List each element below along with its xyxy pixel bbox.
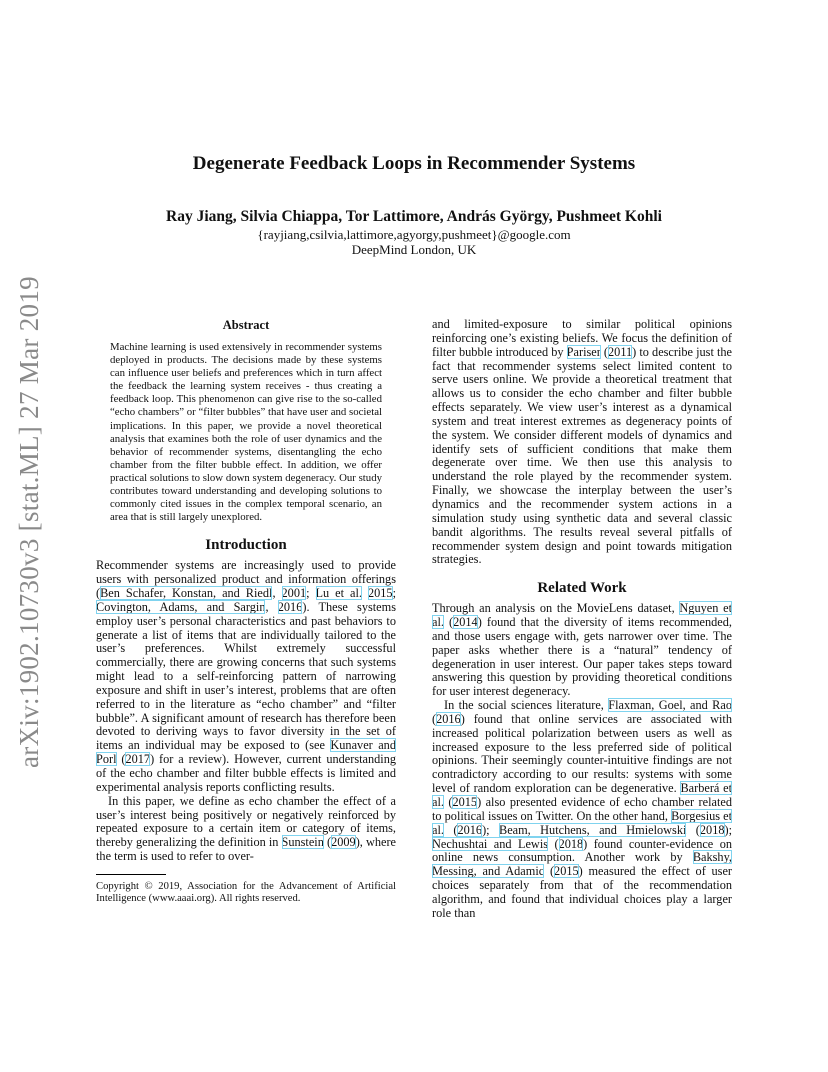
arxiv-identifier: arXiv:1902.10730v3 [stat.ML] 27 Mar 2019: [14, 276, 44, 768]
text-run: (: [548, 836, 559, 851]
intro-paragraph-2: [96, 795, 396, 864]
citation-link[interactable]: 2018: [558, 836, 584, 851]
text-run: Recommender systems are increasingly used to provide users with personalized product and information offerings (: [96, 558, 396, 600]
footnote-rule: [96, 874, 166, 875]
citation-link[interactable]: Flaxman, Goel, and Rao: [608, 698, 732, 713]
text-run: ) to describe just the fact that recommender systems select limited content to serve users online. We provide a theoretical treatment that allows us to consider the echo chamber and filter bubble effects separately. We view user’s interest as a dynamical system and treat interest extremes as degeneracy points of the system. We consider different models of dynamics and identify sets of sufficient conditions that make them degenerate over time. We then use this analysis to understand the role played by the recommender system. Finally, we showcase the interplay between the user’s dynamics and the recommender system actions in a simulation study using synthetic data and several classic bandit algorithms. The results reveal several pitfalls of recommender system design and point towards mitigation strategies.: [432, 344, 733, 567]
text-run: ;: [306, 586, 316, 600]
text-run: Through an analysis on the MovieLens dataset,: [432, 601, 680, 616]
citation-link[interactable]: Nguyen et al.: [432, 601, 732, 630]
text-run: (: [323, 835, 332, 850]
copyright-footnote: Copyright © 2019, Association for the Advancement of Artificial Intelligence (www.aaai.org). All rights reserved.: [96, 880, 396, 905]
text-run: (: [432, 711, 437, 726]
citation-link[interactable]: 2016: [436, 711, 461, 726]
citation-link[interactable]: 2015: [367, 586, 393, 600]
citation-link[interactable]: 2015: [452, 795, 478, 809]
text-run: (: [443, 795, 453, 809]
abstract-text: Machine learning is used extensively in recommender systems deployed in products. The decisions made by these systems can influence user beliefs and preferences which in turn affect the feedback the learning system receives - thus creating a feedback loop. This phenomenon can give rise to the so-called “echo chambers” or “filter bubbles” that have user and societal implications. In this paper, we provide a novel theoretical analysis that examines both the role of user dynamics and the behavior of recommender systems, disentangling the echo chamber from the filter bubble effect. In addition, we offer practical solutions to slow down system degeneracy. Our study contributes toward understanding and developing solutions to commonly cited issues in the complex temporal scenario, an area that is still largely unexplored.: [110, 341, 382, 524]
citation-link[interactable]: 2016: [457, 822, 483, 837]
text-run: (: [116, 752, 126, 767]
text-run: );: [724, 822, 733, 837]
citation-link[interactable]: 2018: [699, 822, 725, 837]
citation-link[interactable]: Pariser: [566, 344, 601, 359]
abstract-heading: Abstract: [222, 318, 270, 332]
citation-link[interactable]: 2015: [554, 864, 579, 879]
text-run: );: [482, 822, 499, 837]
citation-link[interactable]: 2009: [331, 835, 356, 850]
text-run: ) for a review). However, current understanding of the echo chamber and filter bubble effects is limited and experimental analysis reports conflicting results.: [96, 752, 396, 794]
text-run: ;: [392, 586, 396, 600]
text-run: ) found counter-evidence on online news consumption. Another work by: [432, 836, 733, 865]
related-paragraph-2: [432, 699, 732, 921]
intro-paragraph-continued: [432, 318, 732, 567]
citation-link[interactable]: 2017: [125, 752, 151, 767]
citation-link[interactable]: Covington, Adams, and Sargin: [96, 599, 266, 614]
citation-link[interactable]: Borgesius et al.: [432, 808, 732, 837]
citation-link[interactable]: Sunstein: [281, 835, 324, 850]
citation-link[interactable]: 2016: [277, 599, 303, 614]
author-list: Ray Jiang, Silvia Chiappa, Tor Lattimore, András György, Pushmeet Kohli: [166, 208, 662, 225]
introduction-heading: Introduction: [205, 537, 287, 554]
citation-link[interactable]: 2011: [608, 344, 633, 359]
text-run: In the social sciences literature,: [444, 698, 609, 713]
text-run: ), where the term is used to refer to over-: [96, 835, 396, 864]
citation-link[interactable]: Kunaver and Porl: [96, 738, 396, 767]
citation-link[interactable]: 2014: [453, 615, 478, 630]
text-run: (: [443, 615, 454, 630]
citation-link[interactable]: 2001: [281, 586, 307, 600]
related-work-heading: Related Work: [537, 580, 627, 597]
text-run: ). These systems employ user’s personal characteristics and past behaviors to generate a list of items that are individually tailored to the user’s preferences. Whilst extremely successful commercially, there are growing concerns that such systems might lead to a self-reinforcing pattern of narrowing exposure and shift in user’s interest, problems that are often referred to in the literature as “echo chamber” and “filter bubble”. A significant amount of research has therefore been devoted to deriving ways to favor diversity in the set of items an individual may be exposed to (see: [96, 599, 396, 753]
paper-title: Degenerate Feedback Loops in Recommender Systems: [192, 153, 636, 174]
text-run: ,: [272, 586, 282, 600]
text-run: (: [443, 822, 458, 837]
text-run: (: [600, 344, 609, 359]
citation-link[interactable]: Lu et al.: [315, 586, 362, 600]
affiliation: DeepMind London, UK: [351, 242, 477, 257]
left-column: [96, 318, 396, 906]
citation-link[interactable]: Ben Schafer, Konstan, and Riedl: [100, 586, 273, 600]
citation-link[interactable]: Bakshy, Messing, and Adamic: [432, 850, 732, 879]
text-run: and limited-exposure to similar political opinions reinforcing one’s existing beliefs. We focus the definition of filter bubble introduced by: [432, 317, 732, 359]
author-emails: {rayjiang,csilvia,lattimore,agyorgy,pushmeet}@google.com: [257, 227, 571, 242]
text-run: ) measured the effect of user choices separately from that of the recommendation algorithm, and found that individual choices play a larger role than: [432, 864, 733, 920]
text-run: ) found that online services are associated with increased political polarization between users as well as increased exposure to the less preferred side of political opinions. Their seemingly counter-intuitive findings are not contradictory according to our results: systems with some level of random exploration can be degenerative.: [432, 711, 732, 796]
right-column: [432, 318, 732, 921]
text-run: ,: [265, 599, 278, 614]
text-run: (: [686, 822, 700, 837]
related-paragraph-1: [432, 602, 732, 699]
text-run: ) found that the diversity of items recommended, and those users engage with, gets narrower over time. The paper asks whether there is a “natural” tendency of degeneration in user interest. Our paper takes steps toward answering this question by providing theoretical conditions for user interest degeneracy.: [432, 615, 732, 699]
text-run: ) also presented evidence of echo chamber related to political issues on Twitter. On the other hand,: [432, 795, 732, 823]
citation-link[interactable]: Beam, Hutchens, and Hmielowski: [499, 822, 687, 837]
text-run: In this paper, we define as echo chamber the effect of a user’s interest being positively or negatively reinforced by repeated exposure to a certain item or category of items, thereby generalizing the definition in: [96, 793, 396, 850]
intro-paragraph-1: [96, 559, 396, 794]
text-run: (: [544, 864, 555, 879]
citation-link[interactable]: Barberá et al.: [432, 781, 732, 809]
citation-link[interactable]: Nechushtai and Lewis: [432, 836, 549, 851]
